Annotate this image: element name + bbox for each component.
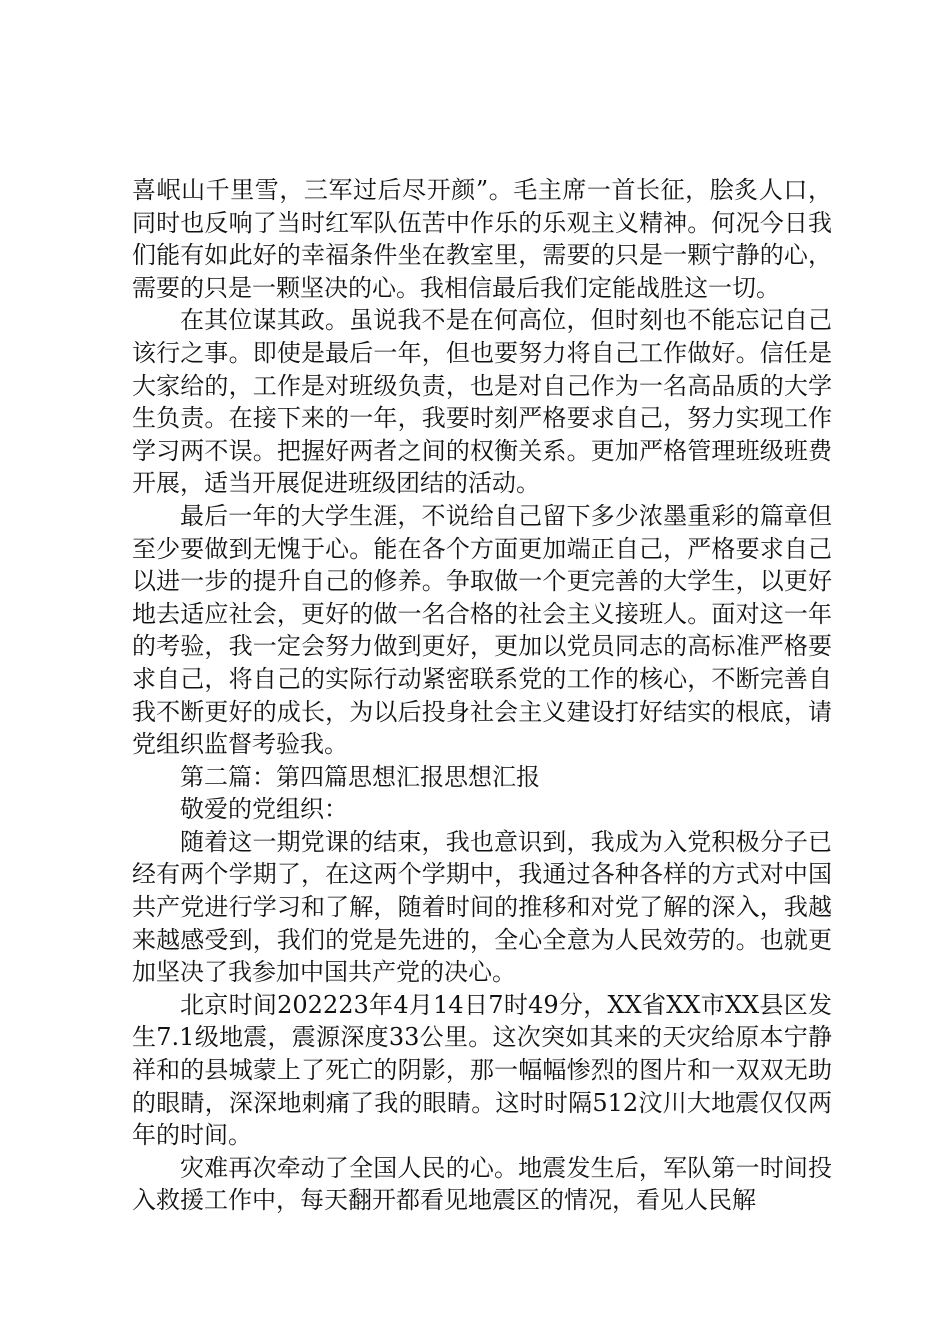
paragraph-2: 在其位谋其政。虽说我不是在何高位，但时刻也不能忘记自己该行之事。即使是最后一年，但也要努力将自己工作做好。信任是大家给的，工作是对班级负责，也是对自己作为一名高品质的大学生负责。在接下来的一年，我要时刻严格要求自己，努力实现工作学习两不误。把握好两者之间的权衡关系。更加严格管理班级班费开展，适当开展促进班级团结的活动。 bbox=[132, 306, 832, 498]
section-heading: 第二篇：第四篇思想汇报思想汇报 bbox=[180, 762, 540, 791]
document-page bbox=[132, 174, 832, 1217]
paragraph-4: 随着这一期党课的结束，我也意识到，我成为入党积极分子已经有两个学期了，在这两个学期中，我通过各种各样的方式对中国共产党进行学习和了解，随着时间的推移和对党了解的深入，我越来越感受到，我们的党是先进的，全心全意为人民效劳的。也就更加坚决了我参加中国共产党的决心。 bbox=[132, 827, 832, 987]
paragraph-3: 最后一年的大学生涯，不说给自己留下多少浓墨重彩的篇章但至少要做到无愧于心。能在各个方面更加端正自己，严格要求自己以进一步的提升自己的修养。争取做一个更完善的大学生，以更好地去适应社会，更好的做一名合格的社会主义接班人。面对这一年的考验，我一定会努力做到更好，更加以党员同志的高标准严格要求自己，将自己的实际行动紧密联系党的工作的核心，不断完善自我不断更好的成长，为以后投身社会主义建设打好结实的根底，请党组织监督考验我。 bbox=[132, 501, 832, 759]
paragraph-5: 北京时间202223年4月14日7时49分，XX省XX市XX县区发生7.1级地震，震源深度33公里。这次突如其来的天灾给原本宁静祥和的县城蒙上了死亡的阴影，那一幅幅惨烈的图片和一双双无助的眼睛，深深地刺痛了我的眼睛。这时时隔512汶川大地震仅仅两年的时间。 bbox=[132, 990, 832, 1150]
paragraph-6: 灾难再次牵动了全国人民的心。地震发生后，军队第一时间投入救援工作中，每天翻开都看见地震区的情况，看见人民解 bbox=[132, 1153, 832, 1215]
paragraph-1: 喜岷山千里雪，三军过后尽开颜”。毛主席一首长征，脍炙人口，同时也反响了当时红军队伍苦中作乐的乐观主义精神。何况今日我们能有如此好的幸福条件坐在教室里，需要的只是一颗宁静的心，需要的只是一颗坚决的心。我相信最后我们定能战胜这一切。 bbox=[132, 176, 832, 302]
salutation: 敬爱的党组织： bbox=[180, 795, 348, 824]
